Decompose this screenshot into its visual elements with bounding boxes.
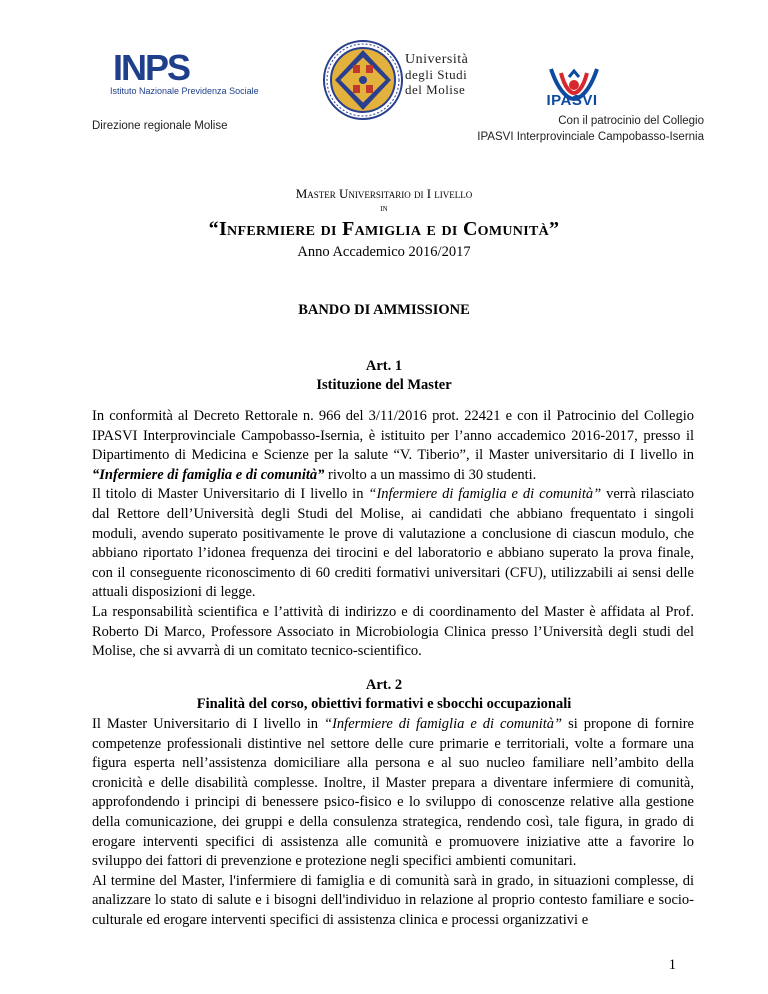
art1-p2-text-end: verrà rilasciato dal Rettore dell’Università degli Studi del Molise, ai candidati che abbiano frequentato i singoli moduli, avendo superato positivamente le prove di valutazione a conclusione di ciascun modulo, che abbiano riportato l’idonea frequenza dei tirocini e del laboratorio e abbiano superato la prova finale, con il conseguente riconoscimento di 60 crediti formativi universitari (CFU), utilizzabili ai sensi delle attuali disposizioni di legge. (92, 486, 694, 601)
art1-heading: Istituzione del Master (316, 377, 452, 393)
patrocinio-note (477, 113, 704, 145)
inps-logo (108, 42, 268, 122)
art1-p2-text: Il titolo di Master Universitario di I livello in (92, 486, 369, 503)
ipasvi-logo-text: IPASVI (546, 92, 598, 109)
art2-body (92, 715, 694, 931)
university-name (405, 52, 468, 97)
patrocinio-line-1: Con il patrocinio del Collegio (558, 115, 704, 127)
master-line: Master Universitario di I livello (295, 186, 473, 201)
art2-p1-text: Il Master Universitario di I livello in (92, 716, 325, 732)
art2-p1-text-end: si propone di fornire competenze professionali distintive nel settore delle cure primarie e territoriali, volte a formare una figura esperta nell’assistenza domiciliare alla persona e al suo nucleo familiare nell’ambito della cronicità e delle disabilità complesse. Inoltre, il Master prepara a diventare infermiere di comunità, approfondendo i principi di benessere psico-fisico e lo sviluppo di conoscenze relative alla gestione della comunicazione, dei gruppi e della consulenza strategica, rendendo così, tale figura, in grado di erogare interventi specifici di assistenza alle comunità e promuovere iniziative atte a favorire lo sviluppo dei fattori di prevenzione e protezione negli specifici ambienti comunitari. (92, 716, 694, 870)
art2-p1-emphasis: “Infermiere di famiglia e di comunità” (324, 716, 563, 732)
master-title: “Infermiere di Famiglia e di Comunità” (208, 218, 560, 240)
art2-paragraph-1 (92, 715, 694, 872)
university-line-2: degli Studi (405, 67, 468, 82)
title-in: in (380, 203, 388, 214)
art1-paragraph-2 (92, 485, 694, 603)
university-seal (323, 40, 403, 120)
academic-year: Anno Accademico 2016/2017 (297, 244, 471, 260)
art2-heading: Finalità del corso, obiettivi formativi e sbocchi occupazionali (196, 696, 572, 712)
university-line-1: Università (405, 52, 469, 67)
art1-p1-emphasis: “Infermiere di famiglia e di comunità” (92, 466, 325, 483)
inps-region: Direzione regionale Molise (92, 120, 228, 132)
art1-number: Art. 1 (365, 358, 403, 374)
university-line-3: del Molise (405, 82, 466, 97)
bando-heading: BANDO DI AMMISSIONE (298, 302, 470, 318)
art1-paragraph-1 (92, 407, 694, 485)
inps-caption: Istituto Nazionale Previdenza Sociale (110, 86, 259, 96)
art1-p1-text-end: rivolto a un massimo di 30 studenti. (324, 466, 537, 483)
svg-text:INPS: INPS (113, 47, 190, 88)
art2-paragraph-2: Al termine del Master, l'infermiere di famiglia e di comunità sarà in grado, in situazioni complesse, di analizzare lo stato di salute e i bisogni dell'individuo in relazione al proprio contesto familiare e socio-culturale ed erogare interventi specifici di assistenza clinica e processi organizzativi e (92, 872, 694, 928)
page-number: 1 (668, 957, 676, 973)
art1-p1-text: In conformità al Decreto Rettorale n. 966 del 3/11/2016 prot. 22421 e con il Patrocinio del Collegio IPASVI Interprovinciale Campobasso-Isernia, è istituito per l’anno accademico 2016-2017, presso il Dipartimento di Medicina e Scienze per la salute “V. Tiberio”, il Master universitario di I livello in (92, 408, 694, 464)
art1-p2-emphasis: “Infermiere di famiglia e di comunità” (368, 486, 602, 503)
art1-body (92, 407, 694, 662)
patrocinio-line-2: IPASVI Interprovinciale Campobasso-Isernia (477, 131, 704, 143)
art2-number: Art. 2 (365, 677, 403, 693)
inps-logo-mark (112, 46, 190, 88)
art1-paragraph-3: La responsabilità scientifica e l’attività di indirizzo e di coordinamento del Master è affidata al Prof. Roberto Di Marco, Professore Associato in Microbiologia Clinica presso l’Università degli studi del Molise, che si avvarrà di un comitato tecnico-scientifico. (92, 603, 694, 660)
